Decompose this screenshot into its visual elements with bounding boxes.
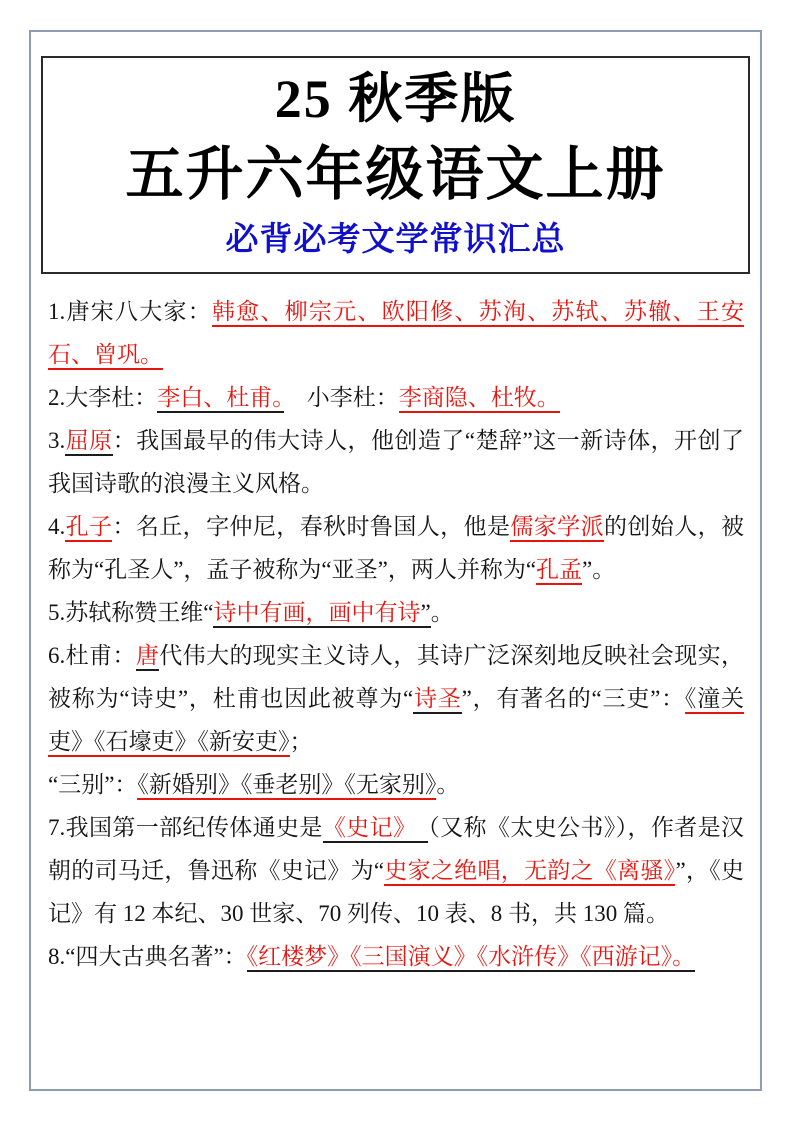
list-item <box>48 591 744 634</box>
text-run: 5.苏轼称赞王维“ <box>48 600 214 625</box>
page-border-frame <box>29 30 762 1091</box>
text-run: ”，有著名的“三吏”： <box>461 686 685 711</box>
text-run: ”，《史记》有 12 本纪、30 世家、70 列传、10 表、8 书，共 130 篇。 <box>48 858 744 926</box>
list-item <box>48 419 744 505</box>
text-run: ； <box>289 729 313 754</box>
text-run: ”。 <box>582 557 616 582</box>
list-item <box>48 935 744 978</box>
text-run <box>405 815 428 843</box>
text-run: 2.大李杜： <box>48 385 158 410</box>
doc-title-line1: 25 秋季版 <box>274 69 517 129</box>
text-run: 韩愈、柳宗元、欧阳修、苏洵、苏轼、苏辙、王安石、曾巩。 <box>48 299 744 370</box>
text-run: ” <box>420 600 430 628</box>
doc-subtitle: 必背必考文学常识汇总 <box>225 222 566 258</box>
text-run: 7.我国第一部纪传体通史是 <box>48 815 323 840</box>
text-run: 儒家学派 <box>510 514 604 542</box>
text-run: ：名丘，字仲尼，春秋时鲁国人，他是 <box>112 514 511 539</box>
text-run: 6.杜甫： <box>48 643 136 668</box>
text-run: 的创始人，被称为“孔圣人”，孟子被称为“亚圣”，两人并称为“ <box>48 514 745 582</box>
header-box <box>41 56 750 274</box>
content-list <box>31 290 760 978</box>
text-run: 4. <box>48 514 66 539</box>
text-run: 。 <box>436 772 460 797</box>
text-run: 唐 <box>136 643 159 671</box>
text-run: 诗中有画，画中有诗 <box>213 600 420 628</box>
text-run: 孔孟 <box>536 557 582 585</box>
text-run: 《新婚别》《垂老别》《无家别》 <box>137 772 436 800</box>
text-run: 《史记》 <box>323 815 405 843</box>
text-run: （又称《太史公书》），作者是汉朝的司马迁，鲁迅称《史记》为“ <box>48 815 745 883</box>
text-run: 小李杜： <box>283 385 399 410</box>
text-run: 8.“四大古典名著”： <box>48 944 247 969</box>
list-item <box>48 290 744 376</box>
text-run: 史家之绝唱，无韵之《离骚》 <box>384 858 675 886</box>
text-run: 诗圣 <box>413 686 461 714</box>
text-run: 屈原 <box>65 428 112 456</box>
doc-title-line2: 五升六年级语文上册 <box>125 142 666 207</box>
list-item <box>48 806 744 935</box>
text-run: ：我国最早的伟大诗人，他创造了“楚辞”这一新诗体，开创了我国诗歌的浪漫主义风格。 <box>48 428 744 496</box>
text-run: 3. <box>48 428 66 453</box>
text-run: 《潼关吏》《石壕吏》《新安吏》 <box>48 686 744 757</box>
text-run: 1.唐宋八大家： <box>48 299 212 324</box>
text-run: 《红楼梦》《三国演义》《水浒传》《西游记》。 <box>247 944 696 972</box>
text-run: 代伟大的现实主义诗人，其诗广泛深刻地反映社会现实，被称为“诗史”，杜甫也因此被尊为“ <box>48 643 745 711</box>
text-run: 。 <box>430 600 454 625</box>
text-run: “三别”： <box>48 772 138 797</box>
list-item <box>48 634 744 806</box>
text-run: 孔子 <box>65 514 112 542</box>
text-run: 李白、杜甫。 <box>157 385 284 413</box>
list-item <box>48 376 744 419</box>
list-item <box>48 505 744 591</box>
text-run: 李商隐、杜牧。 <box>399 385 560 413</box>
